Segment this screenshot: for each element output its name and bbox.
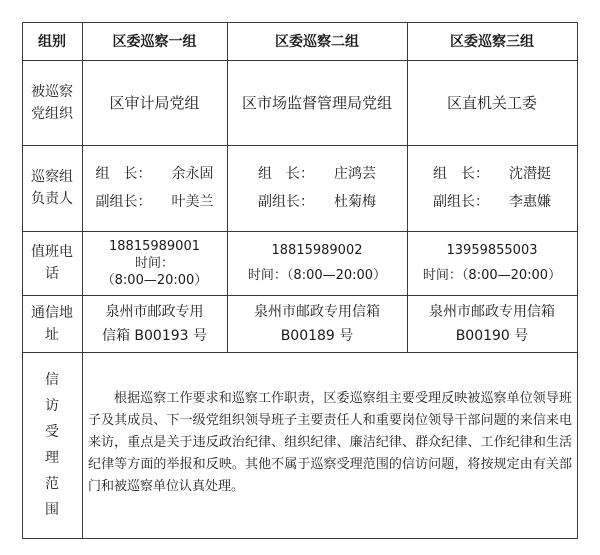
target-cell-1 (82, 60, 227, 145)
phone-number: 18815989001 (109, 238, 200, 254)
scope-label-char: 理 (45, 450, 59, 466)
scope-label-char: 访 (45, 398, 59, 414)
deputy-key: 副组长： (258, 194, 314, 210)
header-label-cell (22, 22, 82, 60)
hours-label: 时间： (247, 268, 287, 283)
leader-key: 组 长： (433, 166, 489, 182)
hours-value: （8:00—20:00） (461, 268, 562, 283)
scope-label-char: 范 (45, 476, 59, 492)
header-group-3 (407, 22, 577, 60)
target-cell-3 (407, 60, 577, 145)
leaders-cell-1 (82, 145, 227, 231)
phone-label-cell (22, 231, 82, 295)
leaders-cell-3 (407, 145, 577, 231)
leader-name: 庄鸿芸 (334, 166, 376, 182)
deputy-name: 杜菊梅 (334, 194, 376, 210)
leader-key: 组 长： (258, 166, 314, 182)
leader-name: 余永固 (171, 166, 214, 182)
phone-number: 13959855003 (446, 243, 538, 258)
leaders-label: 巡察组负责人 (31, 169, 73, 207)
address-label: 通信地址 (31, 304, 73, 343)
header-group-2 (227, 22, 407, 60)
address-line-2: 信箱 B00193 号 (101, 327, 208, 344)
phone-label: 值班电话 (31, 244, 73, 282)
scope-label-cell (22, 352, 82, 538)
group-1-name: 区委巡察一组 (112, 34, 197, 50)
header-label: 组别 (38, 34, 66, 50)
target-label-cell (22, 60, 82, 145)
address-label-cell (22, 295, 82, 352)
address-line-1: 泉州市邮政专用信箱 (254, 303, 380, 320)
address-line-1: 泉州市邮政专用 (105, 303, 204, 320)
group-2-name: 区委巡察二组 (275, 34, 359, 50)
leader-row (433, 160, 551, 188)
deputy-key: 副组长： (95, 194, 152, 210)
header-group-1 (82, 22, 227, 60)
phone-cell-1 (82, 231, 227, 295)
leader-row (258, 160, 376, 188)
hours-value: （8:00—20:00） (101, 272, 208, 288)
deputy-row (96, 188, 214, 216)
target-value-2: 区市场监督管理局党组 (241, 94, 392, 112)
scope-label-char: 受 (45, 424, 59, 440)
address-line-1: 泉州市邮政专用信箱 (429, 303, 555, 320)
target-value-3: 区直机关工委 (446, 94, 537, 112)
table-rule-5 (22, 352, 577, 353)
target-value-1: 区审计局党组 (109, 94, 200, 112)
address-line-2: B00189 号 (280, 327, 354, 344)
address-cell-2 (227, 295, 407, 352)
hours-line (248, 267, 386, 284)
deputy-row (433, 188, 551, 216)
hours-value: （8:00—20:00） (286, 268, 387, 283)
group-3-name: 区委巡察三组 (450, 34, 534, 50)
deputy-name: 叶美兰 (171, 194, 214, 210)
hours-label: 时间： (134, 255, 174, 271)
target-label: 被巡察党组织 (31, 83, 73, 122)
scope-text: 根据巡察工作要求和巡察工作职责，区委巡察组主要受理反映被巡察单位领导班子及其成员、下一级党组织领导班子主要责任人和重要岗位领导干部问题的来信来电来访，重点是关于违反政治纪律、组织纪律、廉洁纪律、群众纪律、工作纪律和生活纪律等方面的举报和反映。其他不属于巡察受理范围的信访问题，将按规定由有关部门和被巡察单位认真处理。 (88, 391, 572, 494)
leaders-cell-2 (227, 145, 407, 231)
deputy-key: 副组长： (433, 194, 489, 210)
phone-cell-2 (227, 231, 407, 295)
address-cell-1 (82, 295, 227, 352)
deputy-name: 李惠嫌 (509, 194, 551, 210)
address-cell-3 (407, 295, 577, 352)
target-cell-2 (227, 60, 407, 145)
leader-key: 组 长： (95, 166, 152, 182)
table-border-bottom (22, 538, 577, 539)
deputy-row (258, 188, 376, 216)
leader-name: 沈潜挺 (509, 166, 551, 182)
address-line-2: B00190 号 (455, 327, 529, 344)
leaders-label-cell (22, 145, 82, 231)
hours-line (423, 267, 561, 284)
scope-label-char: 围 (45, 502, 59, 518)
phone-cell-3 (407, 231, 577, 295)
scope-label-char: 信 (45, 372, 59, 388)
phone-number: 18815989002 (271, 243, 363, 258)
leader-row (96, 160, 214, 188)
hours-label: 时间： (422, 268, 462, 283)
table-border-right (577, 22, 578, 539)
